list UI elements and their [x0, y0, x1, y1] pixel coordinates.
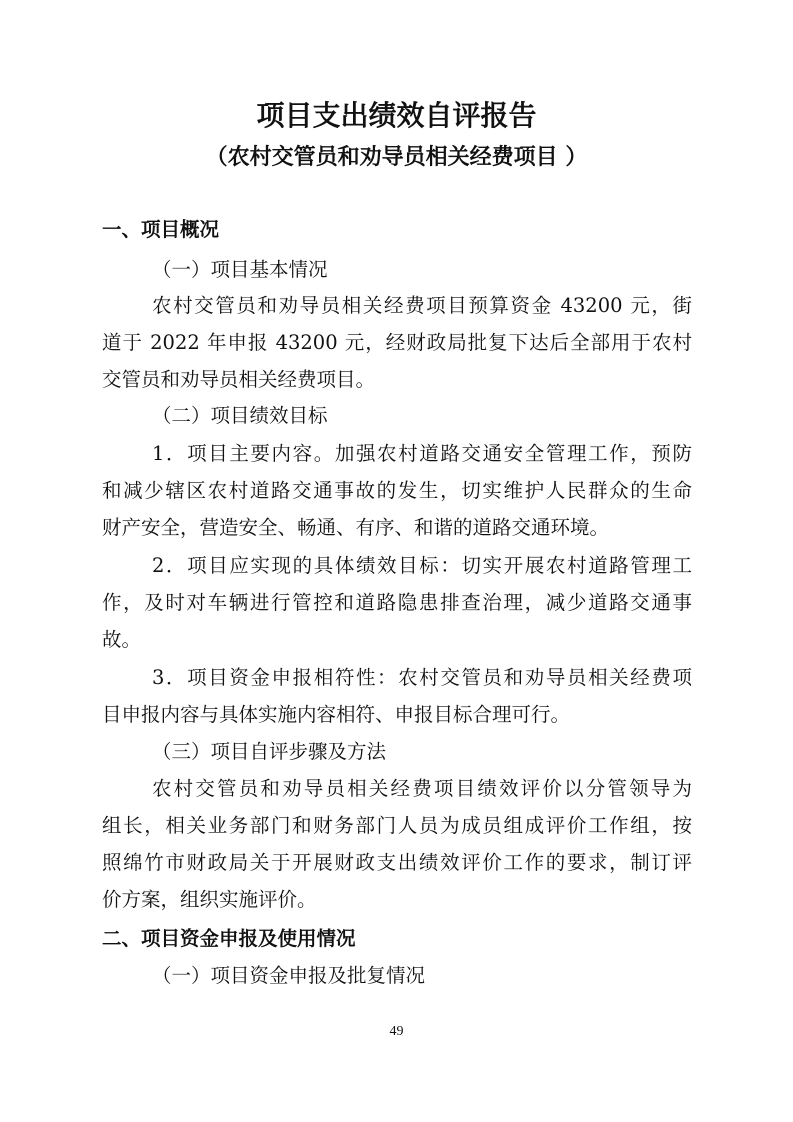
- paragraph-line: 作，及时对车辆进行管控和道路隐患排查治理，减少道路交通事: [102, 591, 692, 614]
- paragraph-line: 3．项目资金申报相符性：农村交管员和劝导员相关经费项: [152, 666, 692, 689]
- subsection-heading-performance-goals: （二）项目绩效目标: [152, 404, 328, 427]
- paragraph-line: 照绵竹市财政局关于开展财政支出绩效评价工作的要求，制订评: [102, 851, 692, 874]
- paragraph-line: 组长，相关业务部门和财务部门人员为成员组成评价工作组，按: [102, 814, 692, 837]
- paragraph-line: 价方案，组织实施评价。: [102, 888, 317, 911]
- paragraph-line: 农村交管员和劝导员相关经费项目绩效评价以分管领导为: [152, 777, 692, 800]
- document-title: 项目支出绩效自评报告: [256, 99, 537, 132]
- document-subtitle: （农村交管员和劝导员相关经费项目 ）: [205, 145, 588, 170]
- section-heading-funding: 二、项目资金申报及使用情况: [102, 927, 356, 950]
- section-heading-overview: 一、项目概况: [102, 218, 220, 241]
- subsection-heading-funding-approval: （一）项目资金申报及批复情况: [152, 964, 426, 987]
- paragraph-line: 道于 2022 年申报 43200 元，经财政局批复下达后全部用于农村: [102, 331, 692, 354]
- subsection-heading-basic-info: （一）项目基本情况: [152, 258, 328, 281]
- page-number: 49: [389, 1024, 404, 1039]
- paragraph-line: 故。: [102, 628, 142, 651]
- paragraph-line: 和减少辖区农村道路交通事故的发生，切实维护人民群众的生命: [102, 479, 692, 502]
- paragraph-line: 目申报内容与具体实施内容相符、申报目标合理可行。: [102, 703, 571, 726]
- paragraph-line: 交管员和劝导员相关经费项目。: [102, 368, 376, 391]
- paragraph-line: 1．项目主要内容。加强农村道路交通安全管理工作，预防: [152, 442, 692, 465]
- paragraph-line: 农村交管员和劝导员相关经费项目预算资金 43200 元，街: [152, 294, 692, 317]
- subsection-heading-self-evaluation: （三）项目自评步骤及方法: [152, 740, 387, 763]
- paragraph-line: 2．项目应实现的具体绩效目标：切实开展农村道路管理工: [152, 554, 692, 577]
- paragraph-line: 财产安全，营造安全、畅通、有序、和谐的道路交通环境。: [102, 516, 610, 539]
